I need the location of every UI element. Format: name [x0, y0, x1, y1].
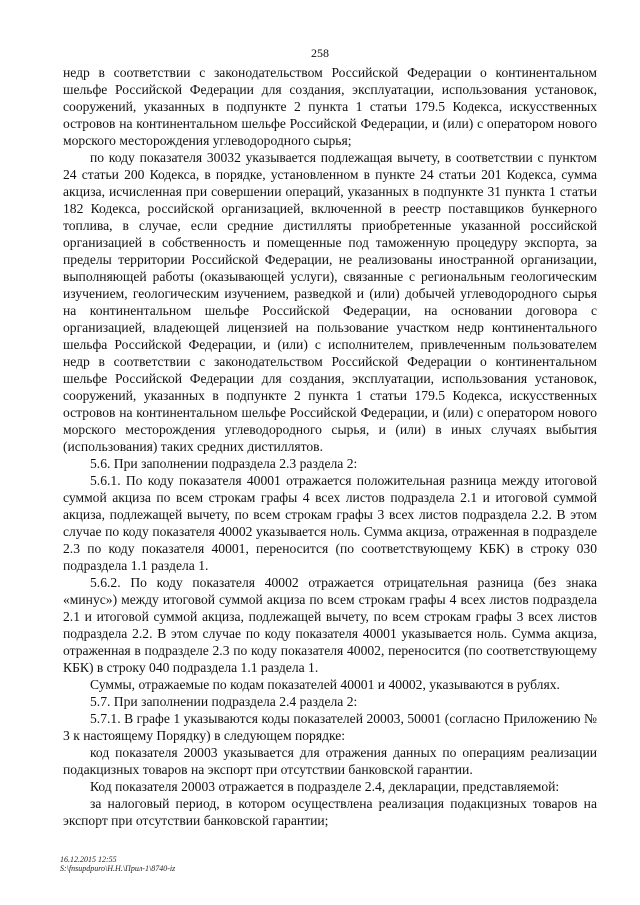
paragraph-5-6-heading: 5.6. При заполнении подраздела 2.3 раздела 2:	[90, 456, 358, 471]
footer-timestamp: 16.12.2015 12:55	[60, 855, 117, 864]
paragraph-code-20003-reflected: Код показателя 20003 отражается в подразделе 2.4, декларации, представляемой:	[90, 779, 560, 794]
paragraph-5-6-1: 5.6.1. По коду показателя 40001 отражается положительная разница между итоговой суммой акциза по всем строкам графы 4 всех листов подраздела 2.1 и итоговой суммой акциза, подлежащей вычету, по всем строкам графы 3 всех листов подраздела 2.2. В этом случае по коду показателя 40002 указывается ноль. Сумма акциза, отраженная в подразделе 2.3 по коду показателя 40001, переносится (по соответствующему КБК) в строку 030 подраздела 1.1 раздела 1.	[63, 473, 597, 573]
paragraph-code-30032: по коду показателя 30032 указывается подлежащая вычету, в соответствии с пунктом 24 статьи 200 Кодекса, в порядке, установленном в пункте 24 статьи 201 Кодекса, сумма акциза, исчисленная при совершении операций, указанных в подпункте 31 пункта 1 статьи 182 Кодекса, российской организацией, включенной в реестр поставщиков бункерного топлива, в случае, если средние дистилляты приобретенные указанной российской организацией в собственность и помещенные под таможенную процедуру экспорта, за пределы территории Российской Федерации, не реализованы иностранной организации, выполняющей работы (оказывающей услуги), связанные с региональным геологическим изучением, геологическим изучением, разведкой и (или) добычей углеводородного сырья на континентальном шельфе Российской Федерации, на основании договора с организацией, владеющей лицензией на пользование участком недр континентального шельфа Российской Федерации, и (или) с исполнителем, привлеченным пользователем недр в соответствии с законодательством Российской Федерации о континентальном шельфе Российской Федерации для создания, эксплуатации, использования установок, сооружений, указанных в подпункте 2 пункта 1 статьи 179.5 Кодекса, искусственных островов на континентальном шельфе Российской Федерации, и (или) с оператором нового морского месторождения углеводородного сырья, и (или) в иных случаях выбытия (использования) таких средних дистиллятов.	[63, 150, 597, 454]
paragraph-code-20003: код показателя 20003 указывается для отражения данных по операциям реализации подакцизных товаров на экспорт при отсутствии банковской гарантии.	[63, 745, 597, 777]
page-number: 258	[311, 46, 329, 60]
paragraph-5-7-1: 5.7.1. В графе 1 указываются коды показателей 20003, 50001 (согласно Приложению № 3 к настоящему Порядку) в следующем порядке:	[63, 711, 597, 743]
paragraph-tax-period: за налоговый период, в котором осуществлена реализация подакцизных товаров на экспорт при отсутствии банковской гарантии;	[63, 796, 597, 828]
document-body	[63, 64, 597, 829]
paragraph-5-6-2: 5.6.2. По коду показателя 40002 отражается отрицательная разница (без знака «минус») между итоговой суммой акциза по всем строкам графы 4 всех листов подраздела 2.1 и итоговой суммой акциза, подлежащей вычету, по всем строкам графы 3 всех листов подраздела 2.2. В этом случае по коду показателя 40001 указывается ноль. Сумма акциза, отраженная в подразделе 2.3 по коду показателя 40002, переносится (по соответствующему КБК) в строку 040 подраздела 1.1 раздела 1.	[63, 575, 597, 675]
document-footer	[60, 855, 175, 873]
paragraph-5-7-heading: 5.7. При заполнении подраздела 2.4 раздела 2:	[90, 694, 358, 709]
paragraph-rubles-note: Суммы, отражаемые по кодам показателей 40001 и 40002, указываются в рублях.	[90, 677, 560, 692]
paragraph-continuation: недр в соответствии с законодательством Российской Федерации о континентальном шельфе Российской Федерации для создания, эксплуатации, использования установок, сооружений, указанных в подпункте 2 пункта 1 статьи 179.5 Кодекса, искусственных островов на континентальном шельфе Российской Федерации, и (или) с оператором нового морского месторождения углеводородного сырья;	[63, 65, 597, 148]
footer-file-path: S:\fnsupdpuro\Н.Н.\Прил-1\8740-iz	[60, 864, 176, 873]
